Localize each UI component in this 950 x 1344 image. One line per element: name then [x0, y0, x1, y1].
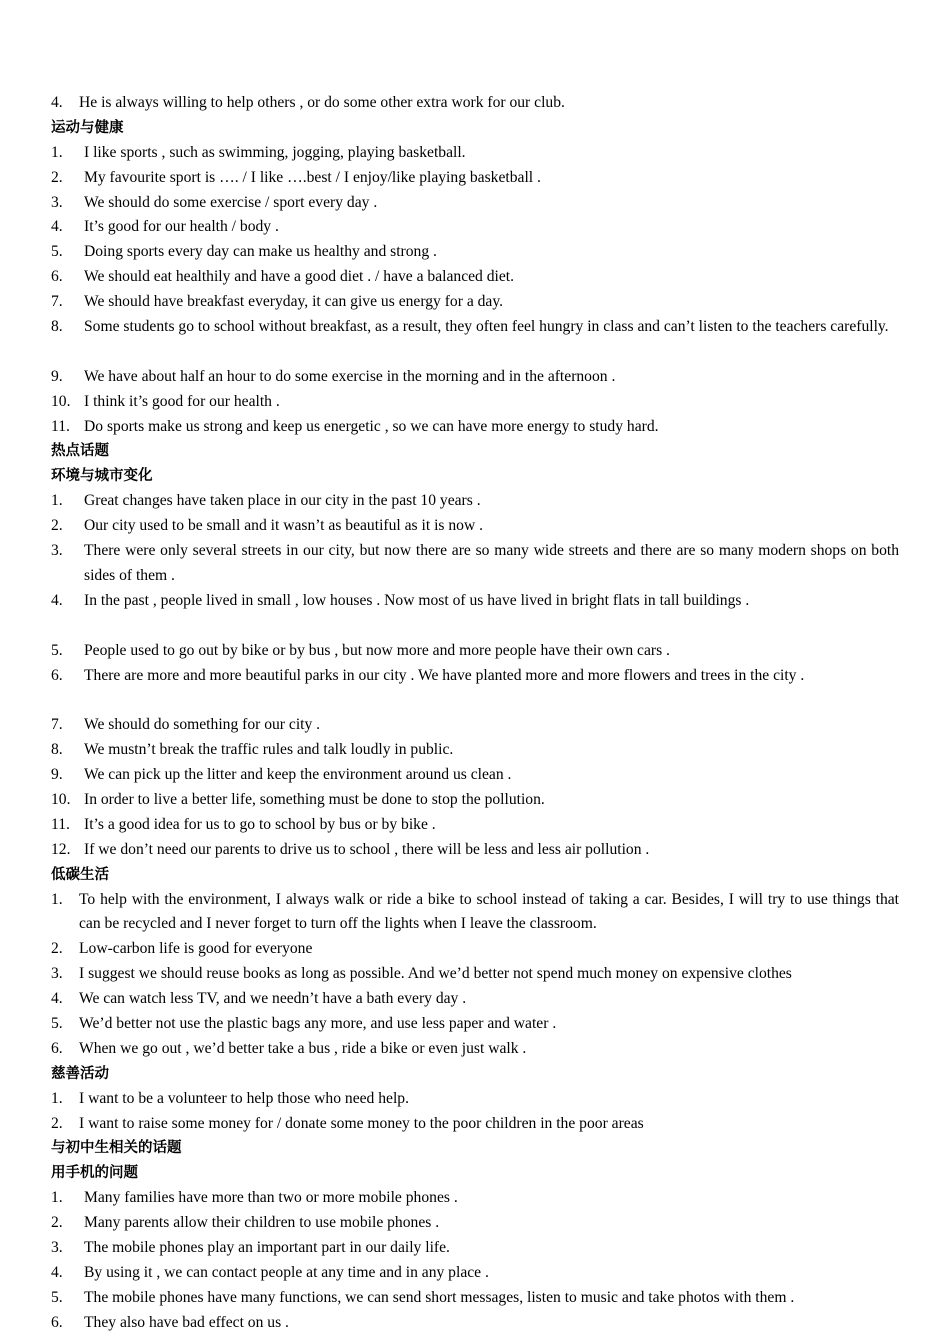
list-item: [0, 937, 950, 962]
list-item-text: Great changes have taken place in our city in the past 10 years .: [84, 492, 481, 510]
list-item: [0, 589, 950, 639]
section-heading: 环境与城市变化: [51, 468, 153, 485]
list-item-text: We should do something for our city .: [84, 716, 321, 734]
list-item-text: We have about half an hour to do some exercise in the morning and in the afternoon .: [84, 367, 616, 385]
list-item-text: I suggest we should reuse books as long as possible. And we’d better not spend much money on expensive clothes: [79, 965, 792, 983]
list-item-text: If we don’t need our parents to drive us to school , there will be less and less air pollution .: [84, 840, 650, 858]
list-item-number: 4.: [51, 990, 63, 1008]
list-item-number: 1.: [51, 1089, 63, 1107]
list-item-text: People used to go out by bike or by bus , but now more and more people have their own cars .: [84, 641, 670, 659]
list-item-text: Many parents allow their children to use mobile phones .: [84, 1214, 440, 1232]
list-item-number: 3.: [51, 1239, 63, 1257]
list-item-text: Do sports make us strong and keep us energetic , so we can have more energy to study hard.: [84, 417, 659, 435]
list-item: [0, 962, 950, 987]
list-item: [0, 390, 950, 415]
list-item: [0, 763, 950, 788]
list-item-number: 1.: [51, 890, 63, 908]
section-heading: 慈善活动: [51, 1065, 109, 1082]
list-item-number: 4.: [51, 1263, 63, 1281]
list-item-number: 12.: [51, 840, 71, 858]
list-item-text: Our city used to be small and it wasn’t as beautiful as it is now .: [84, 517, 484, 535]
list-item-text: There are more and more beautiful parks in our city . We have planted more and more flowers and trees in the city .: [84, 666, 805, 684]
list-item-number: 5.: [51, 243, 63, 261]
list-item: [0, 788, 950, 813]
list-item-text: In order to live a better life, something must be done to stop the pollution.: [84, 791, 545, 808]
list-item: [0, 1037, 950, 1062]
list-item-text: They also have bad effect on us .: [84, 1313, 289, 1331]
list-item-text: By using it , we can contact people at any time and in any place .: [84, 1263, 489, 1281]
list-item-text: In the past , people lived in small , low houses . Now most of us have lived in bright flats in tall buildings .: [84, 591, 750, 609]
list-item-number: 11.: [51, 417, 70, 435]
list-item: [0, 290, 950, 315]
section-heading: 低碳生活: [51, 866, 109, 883]
list-item-text: When we go out , we’d better take a bus , ride a bike or even just walk .: [79, 1039, 527, 1057]
list-item-text: We should eat healthily and have a good diet . / have a balanced diet.: [84, 268, 515, 286]
list-item-number: 10.: [51, 392, 71, 410]
list-item: [0, 539, 950, 589]
list-item-number: 2.: [51, 1114, 63, 1132]
section-heading: 运动与健康: [51, 119, 124, 136]
list-item-number: 2.: [51, 517, 63, 535]
list-item-text: It’s good for our health / body .: [84, 218, 279, 236]
list-item-number: 3.: [51, 965, 63, 983]
section-heading: 用手机的问题: [51, 1165, 138, 1182]
list-item-text: We mustn’t break the traffic rules and talk loudly in public.: [84, 741, 454, 759]
list-item: [0, 1236, 950, 1261]
list-item-number: 6.: [51, 1313, 63, 1331]
list-item: [0, 664, 950, 714]
list-item-number: 4.: [51, 218, 63, 236]
list-item: [0, 365, 950, 390]
list-item: [0, 1311, 950, 1336]
list-item-number: 9.: [51, 766, 63, 784]
list-item: [0, 838, 950, 863]
list-item-text: The mobile phones play an important part in our daily life.: [84, 1239, 450, 1257]
list-item-number: 8.: [51, 318, 63, 336]
list-item-text: We’d better not use the plastic bags any more, and use less paper and water .: [79, 1015, 557, 1033]
section-heading: 热点话题: [51, 443, 109, 460]
list-item-text: Some students go to school without breakfast, as a result, they often feel hungry in class and can’t listen to the teachers carefully.: [84, 318, 889, 336]
list-item: [0, 639, 950, 664]
list-item: [0, 888, 950, 938]
list-item: [0, 91, 950, 116]
list-item: [0, 1261, 950, 1286]
list-item-text: Low-carbon life is good for everyone: [79, 940, 313, 958]
list-item: [0, 1112, 950, 1137]
list-item: [0, 415, 950, 440]
list-item-text: We should have breakfast everyday, it can give us energy for a day.: [84, 293, 504, 311]
list-item: [0, 713, 950, 738]
list-item-text: We should do some exercise / sport every day .: [84, 193, 378, 211]
list-item-text: There were only several streets in our city, but now there are so many wide streets and there are so many modern shops on both sides of them .: [84, 542, 899, 584]
list-item-number: 4.: [51, 591, 63, 609]
list-item: [0, 191, 950, 216]
list-item: [0, 1012, 950, 1037]
list-item-number: 9.: [51, 367, 63, 385]
list-item: [0, 240, 950, 265]
list-item: [0, 315, 950, 365]
list-item-number: 10.: [51, 791, 71, 808]
list-item-number: 5.: [51, 1015, 63, 1033]
list-item-text: Doing sports every day can make us healthy and strong .: [84, 243, 437, 261]
list-item-number: 7.: [51, 716, 63, 734]
list-item: [0, 987, 950, 1012]
list-item-number: 4.: [51, 94, 63, 111]
list-item: [0, 1087, 950, 1112]
list-item-number: 11.: [51, 815, 70, 833]
list-item-text: I think it’s good for our health .: [84, 392, 280, 410]
section-heading: 与初中生相关的话题: [51, 1140, 182, 1157]
list-item: [0, 141, 950, 166]
list-item: [0, 166, 950, 191]
list-item-text: It’s a good idea for us to go to school by bus or by bike .: [84, 815, 436, 833]
list-item-number: 7.: [51, 293, 63, 311]
list-item-text: We can pick up the litter and keep the environment around us clean .: [84, 766, 512, 784]
list-item: [0, 215, 950, 240]
list-item-number: 2.: [51, 168, 63, 186]
list-item-number: 1.: [51, 143, 63, 161]
list-item-text: He is always willing to help others , or do some other extra work for our club.: [79, 94, 565, 111]
document-page: [0, 91, 950, 1336]
list-item: [0, 514, 950, 539]
list-item-number: 8.: [51, 741, 63, 759]
list-item: [0, 265, 950, 290]
list-item-number: 2.: [51, 940, 63, 958]
list-item-number: 6.: [51, 666, 63, 684]
list-item-number: 2.: [51, 1214, 63, 1232]
list-item-text: Many families have more than two or more mobile phones .: [84, 1189, 458, 1207]
list-item-number: 1.: [51, 1189, 63, 1207]
list-item-number: 1.: [51, 492, 63, 510]
list-item: [0, 1211, 950, 1236]
list-item-number: 6.: [51, 1039, 63, 1057]
list-item: [0, 1186, 950, 1211]
list-item-text: I want to raise some money for / donate some money to the poor children in the poor areas: [79, 1114, 644, 1132]
list-item-text: I like sports , such as swimming, jogging, playing basketball.: [84, 143, 466, 161]
list-item-number: 6.: [51, 268, 63, 286]
list-item-text: I want to be a volunteer to help those who need help.: [79, 1089, 409, 1107]
list-item-number: 5.: [51, 1288, 63, 1306]
list-item-number: 3.: [51, 193, 63, 211]
list-item-text: My favourite sport is …. / I like ….best / I enjoy/like playing basketball .: [84, 168, 541, 186]
list-item-number: 3.: [51, 542, 63, 560]
list-item: [0, 738, 950, 763]
list-item-number: 5.: [51, 641, 63, 659]
list-item-text: The mobile phones have many functions, we can send short messages, listen to music and take photos with them .: [84, 1288, 795, 1306]
list-item: [0, 489, 950, 514]
list-item: [0, 1286, 950, 1311]
list-item-text: To help with the environment, I always walk or ride a bike to school instead of taking a car. Besides, I will try to use things that can be recycled and I never forget to turn off the lights when I leave the classroom.: [79, 890, 899, 933]
list-item: [0, 813, 950, 838]
list-item-text: We can watch less TV, and we needn’t have a bath every day .: [79, 990, 467, 1008]
